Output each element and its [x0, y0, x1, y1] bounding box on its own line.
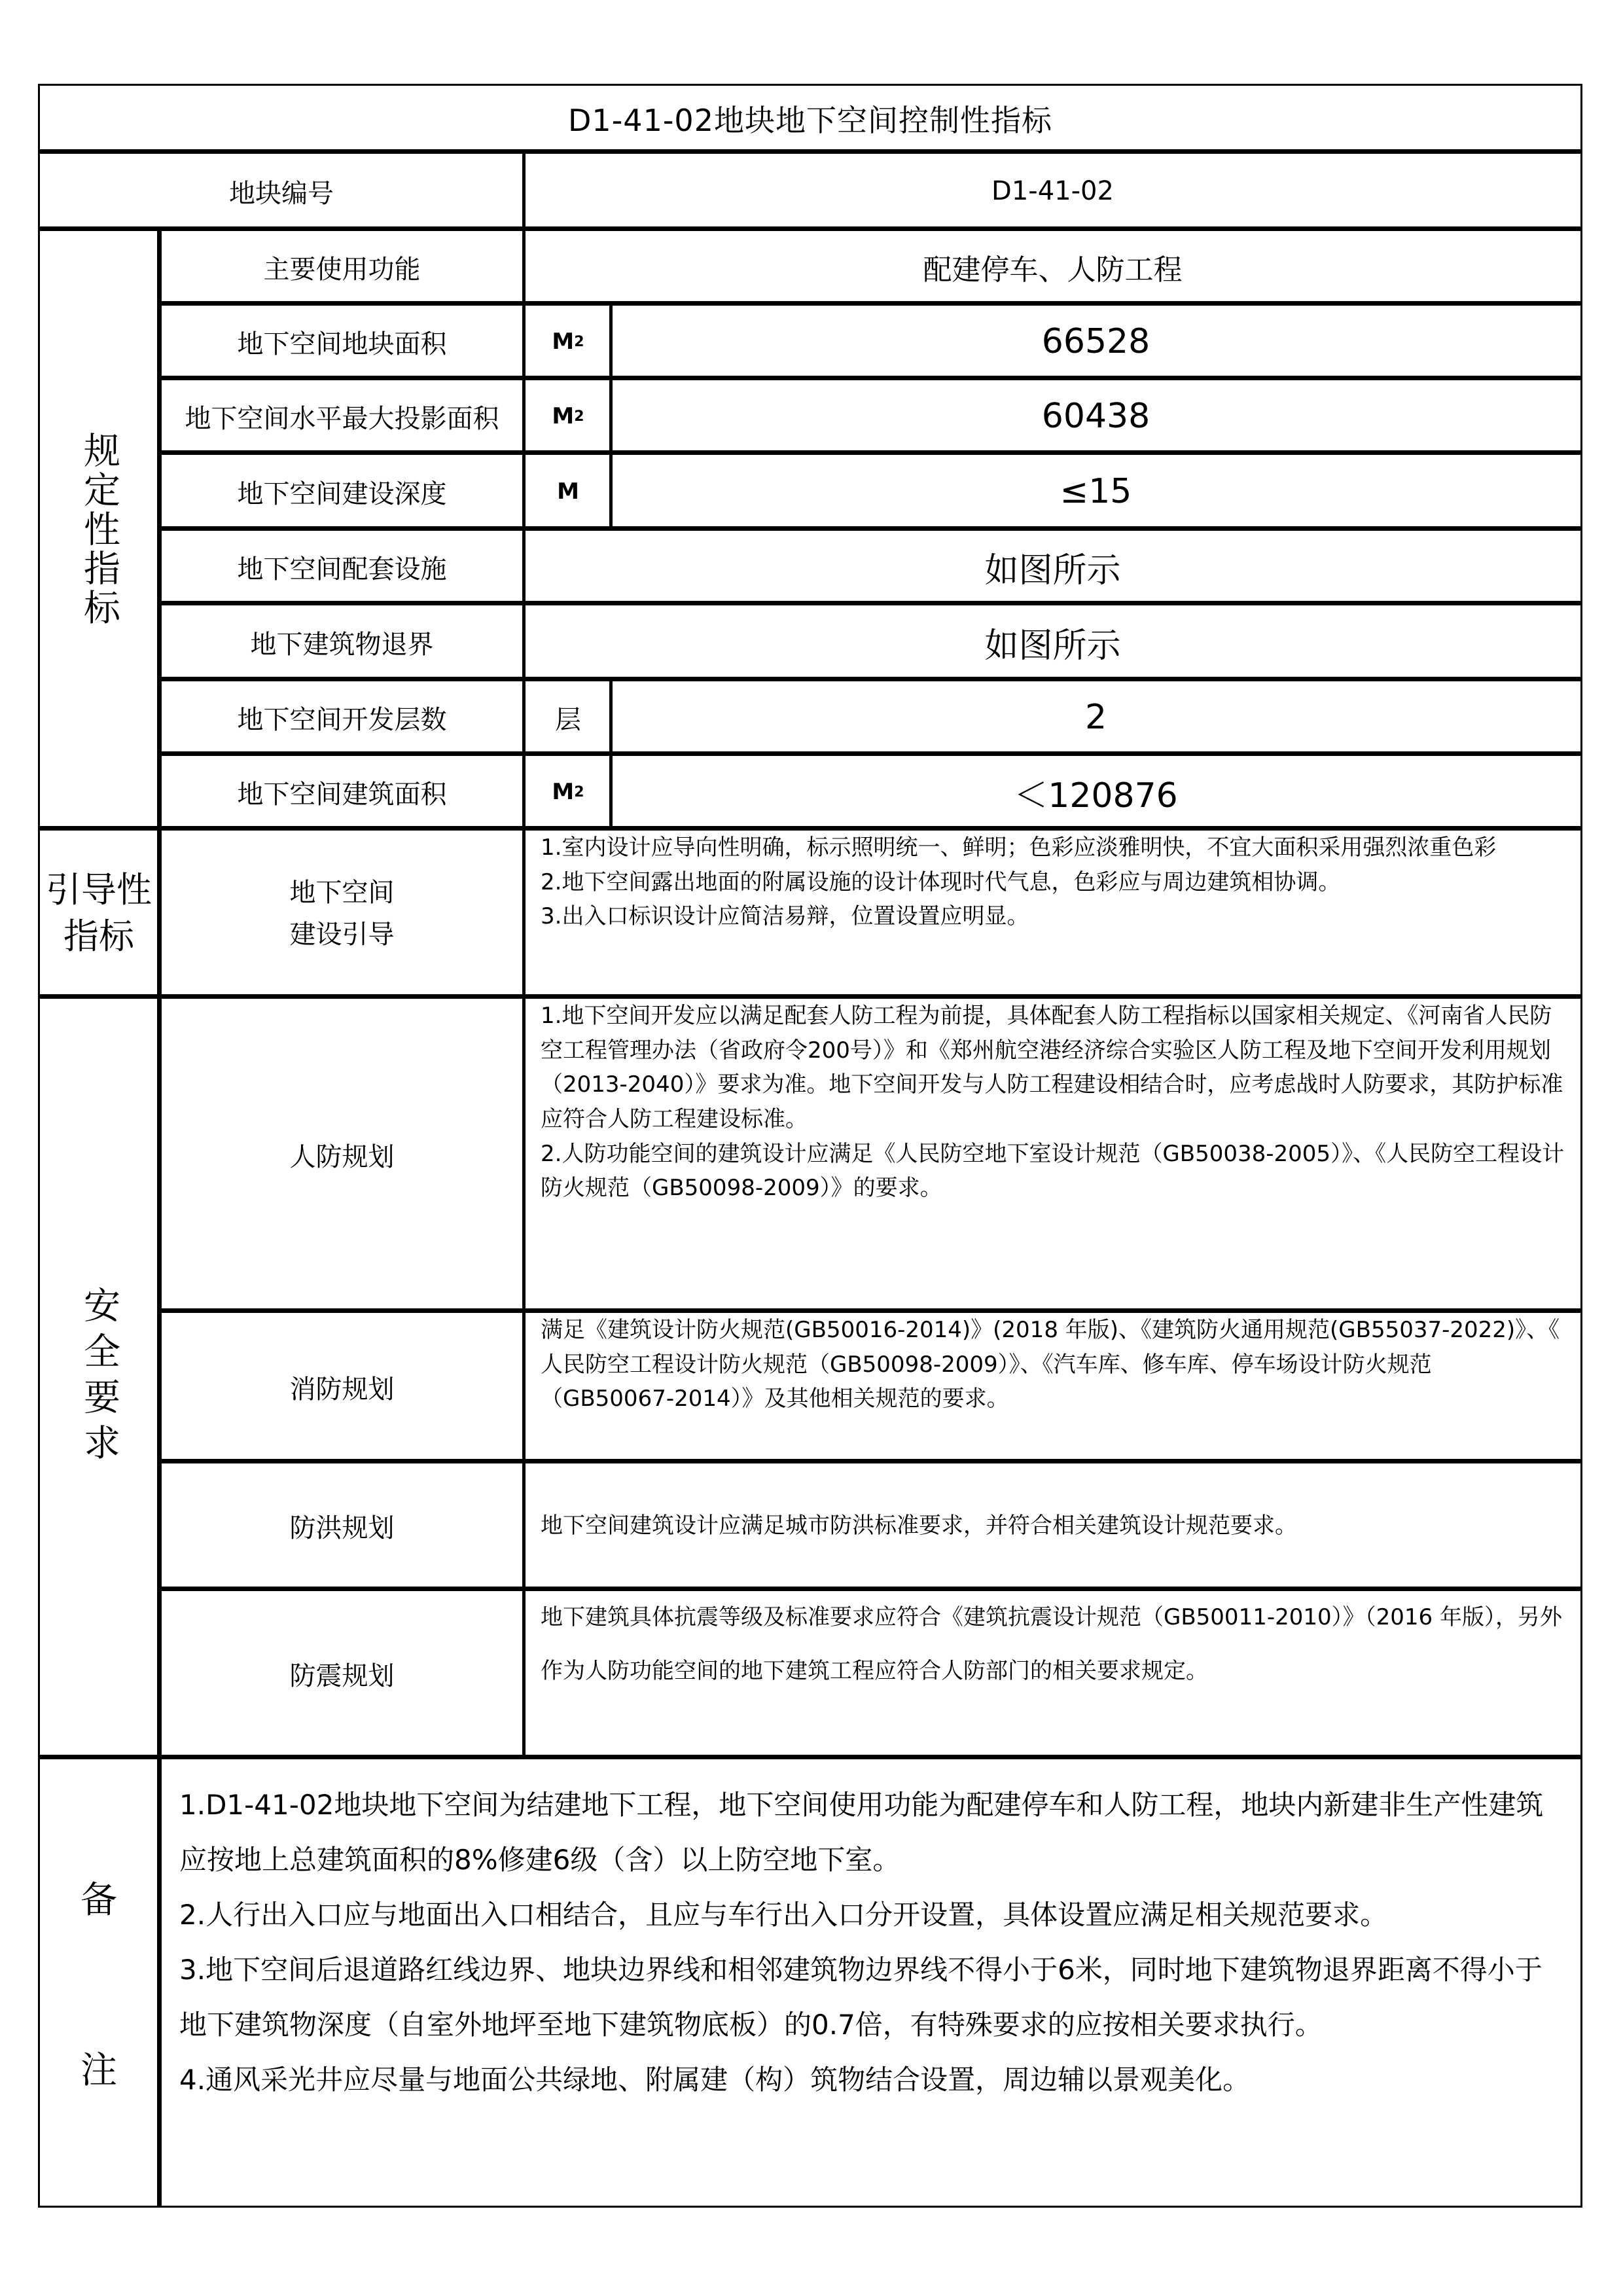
seismic-content: [525, 1591, 1580, 1757]
safety-paragraph: 2.人防功能空间的建筑设计应满足《人民防空地下室设计规范（GB50038-2005）》、《人民防空工程设计防火规范（GB50098-2009）》的要求。: [541, 1140, 1565, 1202]
control-indicator-table: [38, 84, 1582, 2208]
safety-paragraph: 满足《建筑设计防火规范(GB50016-2014)》(2018 年版)、《建筑防火通用规范(GB55037-2022)》、《 人民防空工程设计防火规范（GB50098-2009）》、《汽车库、修车库、停车场设计防火规范（GB50067-2014）》及其他相关规范的要求。: [541, 1317, 1560, 1412]
row-value: 如图所示: [984, 550, 1121, 590]
remarks-content: [161, 1759, 1580, 2126]
mandatory-section-text: 规定性指标: [78, 431, 120, 628]
safety-row-label: 人防规划: [289, 1141, 395, 1172]
safety-row-label: 防震规划: [289, 1661, 395, 1691]
divider: [40, 149, 1580, 154]
row-value: ≤15: [1060, 472, 1132, 511]
row-label: 地下空间配套设施: [237, 554, 447, 584]
row-label: 地下建筑物退界: [250, 629, 434, 660]
plot-code-value: D1-41-02: [991, 176, 1114, 206]
row-value: 配建停车、人防工程: [923, 253, 1183, 287]
unit-column-divider: [609, 679, 613, 828]
plot-code-label: 地块编号: [229, 178, 334, 209]
guidance-item: 3.出入口标识设计应简洁易辩，位置设置应明显。: [541, 903, 1029, 930]
guidance-row-line1: 地下空间: [289, 877, 395, 908]
row-value: 60438: [1041, 397, 1150, 436]
guidance-row-line2: 建设引导: [289, 919, 395, 950]
divider: [159, 1308, 1580, 1313]
divider: [40, 1755, 1580, 1759]
row-label: 地下空间建设深度: [237, 478, 447, 509]
guidance-item: 1.室内设计应导向性明确，标示照明统一、鲜明；色彩应淡雅明快，不宜大面积采用强烈浓重色彩: [541, 834, 1497, 861]
safety-paragraph: 地下空间建筑设计应满足城市防洪标准要求，并符合相关建筑设计规范要求。: [541, 1513, 1297, 1539]
divider: [159, 450, 1580, 455]
unit-text: M: [557, 478, 579, 505]
safety-section-label: [40, 999, 158, 1757]
row-label: 地下空间建筑面积: [237, 779, 447, 810]
safety-row-label: 防洪规划: [289, 1513, 395, 1543]
safety-row-label: 消防规划: [289, 1374, 395, 1405]
divider: [159, 376, 1580, 380]
unit-sup: 2: [574, 333, 584, 350]
remark-item: 3.地下空间后退道路红线边界、地块边界线和相邻建筑物边界线不得小于6米，同时地下建筑物退界距离不得小于地下建筑物深度（自室外地坪至地下建筑物底板）的0.7倍，有特殊要求的应按相关要求执行。: [179, 1954, 1543, 2041]
table-title: D1-41-02地块地下空间控制性指标: [568, 103, 1052, 138]
divider: [159, 751, 1580, 756]
divider: [40, 826, 1580, 831]
row-label: 地下空间地块面积: [237, 329, 447, 359]
flood-control-content: [525, 1463, 1580, 1588]
unit-text: M: [552, 779, 575, 805]
remarks-section-line1: 备: [80, 1879, 117, 1922]
guidance-section-label: [40, 831, 158, 996]
column-divider: [157, 228, 162, 2206]
remark-item: 1.D1-41-02地块地下空间为结建地下工程，地下空间使用功能为配建停车和人防工程，地块内新建非生产性建筑应按地上总建筑面积的8%修建6级（含）以上防空地下室。: [179, 1789, 1544, 1876]
row-label: 主要使用功能: [263, 254, 421, 285]
guidance-section-line2: 指标: [63, 915, 134, 957]
unit-meter: [525, 455, 611, 528]
guidance-section-line1: 引导性: [46, 869, 152, 911]
remark-item: 4.通风采光井应尽量与地面公共绿地、附属建（构）筑物结合设置，周边辅以景观美化。: [179, 2064, 1251, 2096]
guidance-item: 2.地下空间露出地面的附属设施的设计体现时代气息，色彩应与周边建筑相协调。: [541, 869, 1341, 895]
divider: [159, 601, 1580, 605]
row-value: 如图所示: [984, 626, 1121, 666]
unit-floors: 层: [555, 704, 581, 735]
divider: [40, 994, 1580, 999]
safety-paragraph: 1.地下空间开发应以满足配套人防工程为前提，具体配套人防工程指标以国家相关规定、《河南省人民防空工程管理办法（省政府令200号）》和《郑州航空港经济综合实验区人防工程及地下空间开发利用规划（2013-2040）》要求为准。地下空间开发与人防工程建设相结合时，应考虑战时人防要求，其防护标准应符合人防工程建设标准。: [541, 1003, 1563, 1133]
remark-item: 2.人行出入口应与地面出入口相结合，且应与车行出入口分开设置，具体设置应满足相关规范要求。: [179, 1899, 1388, 1931]
unit-text: M: [552, 403, 575, 429]
divider: [159, 1459, 1580, 1463]
remarks-section-label: [40, 1759, 158, 2206]
row-value: ＜120876: [1014, 776, 1178, 816]
safety-section-text: 安全要求: [78, 1286, 120, 1469]
unit-square-meter: [525, 380, 611, 452]
divider: [40, 226, 1580, 231]
fire-protection-content: [525, 1313, 1580, 1461]
row-label: 地下空间开发层数: [237, 704, 447, 735]
unit-square-meter: [525, 306, 611, 378]
divider: [159, 677, 1580, 681]
divider: [159, 526, 1580, 531]
unit-text: M: [552, 329, 575, 355]
safety-paragraph: 地下建筑具体抗震等级及标准要求应符合《建筑抗震设计规范（GB50011-2010）》（2016 年版），另外作为人防功能空间的地下建筑工程应符合人防部门的相关要求规定。: [541, 1604, 1562, 1684]
guidance-row-label: [161, 831, 523, 996]
divider: [159, 1587, 1580, 1591]
mandatory-section-label: [40, 231, 158, 828]
guidance-content: [525, 831, 1580, 996]
civil-defense-content: [525, 999, 1580, 1310]
unit-sup: 2: [574, 408, 584, 425]
row-value: 66528: [1041, 322, 1150, 361]
unit-square-meter: [525, 756, 611, 828]
row-label: 地下空间水平最大投影面积: [185, 403, 499, 434]
divider: [159, 301, 1580, 306]
row-value: 2: [1084, 698, 1107, 737]
unit-sup: 2: [574, 783, 584, 800]
remarks-section-line2: 注: [80, 2049, 117, 2092]
unit-column-divider: [609, 303, 613, 528]
column-divider: [522, 151, 526, 1757]
